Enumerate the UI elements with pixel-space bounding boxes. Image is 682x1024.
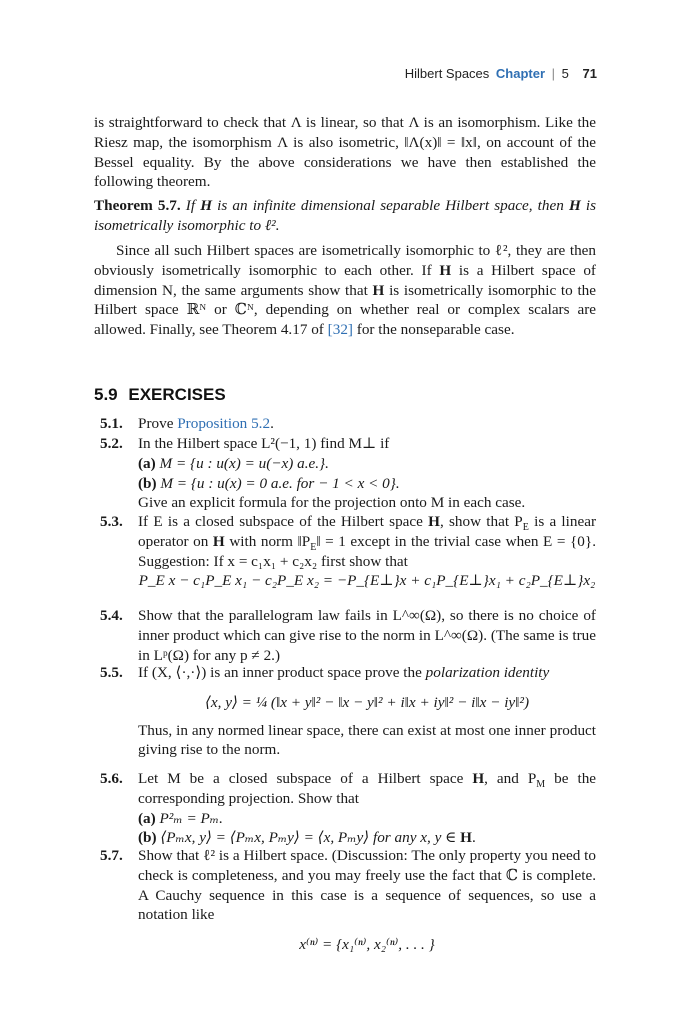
theorem-text (94, 196, 596, 236)
ex6-a: Let M be a closed subspace of a Hilbert space (138, 770, 464, 787)
ex6-b-bold: H (460, 829, 472, 847)
polarization-term: polarization identity (425, 664, 550, 681)
ex6-a-text: P²ₘ = Pₘ. (159, 809, 223, 827)
theorem-bold-h2: H (568, 197, 581, 214)
header-chapter-number: 5 (561, 66, 569, 81)
ex7-text: Show that ℓ² is a Hilbert space. (Discussion: The only property you need to check is completeness, and you may freely use the fact that ℂ is complete. A Cauchy sequence in this case is a sequence of sequences, so use a notation like (138, 847, 596, 924)
polarization-equation: ⟨x, y⟩ = ¼ (‖x + y‖² − ‖x − y‖² + i‖x + iy‖² − i‖x − iy‖²) (204, 693, 530, 711)
proposition-link[interactable]: Proposition 5.2 (177, 415, 271, 432)
theorem-part-b: is an infinite dimensional separable Hilbert space, then (217, 197, 564, 214)
exercise-number: 5.2. (100, 435, 123, 452)
exercise-number: 5.1. (100, 415, 123, 432)
ex2-closing: Give an explicit formula for the projection onto M in each case. (138, 494, 526, 512)
paragraph-discussion (94, 241, 596, 340)
exercise-5-4 (100, 606, 596, 665)
paragraph-intro-text: is straightforward to check that Λ is linear, so that Λ is an isomorphism. Like the Riesz map, the isomorphism Λ is also isometric, ‖Λ(x)‖ = ‖x‖, on account of the Bessel equality. By the above considerations we have then established the following theorem. (94, 114, 596, 191)
ex6-part-a (138, 809, 596, 829)
ex1-text-b: . (270, 415, 274, 432)
para2-d: for the nonseparable case. (356, 321, 515, 339)
para2-c: is isometrically isomorphic to the Hilbert space ℝᴺ or ℂᴺ, depending on whether real or complex scalars are allowed. Finally, see Theorem 4.17 of (94, 281, 597, 339)
ex3-bold-h2: H (212, 532, 225, 550)
paragraph-discussion-text (94, 241, 596, 340)
section-title: EXERCISES (128, 385, 226, 404)
theorem-bold-h1: H (200, 197, 213, 214)
ex2-b-text: M = {u : u(x) = 0 a.e. for − 1 < x < 0}. (160, 474, 400, 492)
part-label: (a) (138, 454, 156, 472)
ex3-display-equation: P_E x − c₁P_E x₁ − c₂P_E x₂ = −P_{E⊥}x + c₁P_{E⊥}x₁ + c₂P_{E⊥}x₂ (138, 572, 596, 590)
ex4-text: Show that the parallelogram law fails in L^∞(Ω), so there is no choice of inner product which can give rise to the norm in L^∞(Ω). (The same is true in Lᵖ(Ω) for any p ≠ 2.) (138, 607, 596, 664)
para2-a: Since all such Hilbert spaces are isometrically isomorphic to ℓ², they are then obviously isometrically isomorphic to each other. If (94, 242, 596, 279)
para2-b: is a Hilbert space of dimension N, the same arguments show that (94, 261, 596, 299)
ex3-sub1: E (522, 522, 529, 534)
ex7-display-equation: x⁽ⁿ⁾ = {x₁⁽ⁿ⁾, x₂⁽ⁿ⁾, . . . } (299, 936, 435, 954)
paragraph-intro (94, 113, 596, 192)
part-label: (b) (138, 474, 157, 492)
ex5-after: Thus, in any normed linear space, there can exist at most one inner product giving rise to the norm. (138, 721, 596, 759)
header-separator: | (551, 66, 556, 81)
part-label: (b) (138, 829, 157, 847)
ex2-part-a (138, 454, 596, 474)
ex6-bold-h: H (472, 770, 485, 787)
ex3-body (138, 512, 596, 571)
exercise-5-6 (100, 769, 596, 848)
section-number: 5.9 (94, 385, 118, 404)
ex3-sub2: E (310, 541, 317, 553)
ex6-b-end: . (471, 829, 476, 847)
exercise-5-7 (100, 846, 596, 955)
section-heading (94, 385, 226, 405)
ex6-b: , and P (484, 770, 537, 787)
theorem-part-c: is isometrically isomorphic to ℓ². (94, 197, 597, 234)
ex1-text-a: Prove (138, 415, 174, 432)
ex3-a: If E is a closed subspace of the Hilbert space (138, 513, 423, 530)
page-number: 71 (582, 66, 597, 81)
ex5-intro (138, 663, 596, 683)
exercise-number: 5.6. (100, 770, 123, 787)
ex6-body (138, 769, 596, 809)
exercise-5-1 (100, 414, 596, 434)
exercise-5-5 (100, 663, 596, 760)
header-chapter: Chapter (495, 66, 546, 81)
theorem-part-a: If (185, 197, 196, 214)
theorem-block (94, 196, 596, 236)
ex3-d: with norm ‖P (229, 532, 311, 550)
ex2-intro: In the Hilbert space L²(−1, 1) find M⊥ if (138, 435, 390, 452)
ex6-b-text: ⟨Pₘx, y⟩ = ⟨Pₘx, Pₘy⟩ = ⟨x, Pₘy⟩ for any x, y ∈ (160, 829, 457, 847)
ex3-bold-h1: H (428, 513, 440, 530)
ex3-b: , show that P (439, 513, 523, 530)
ex3-e: ‖ = 1 except in the trivial case when E = {0}. Suggestion: If x = c₁x₁ + c₂x₂ first show that (138, 532, 596, 570)
ex2-part-b (138, 474, 596, 494)
theorem-label: Theorem 5.7. (94, 197, 181, 214)
part-label: (a) (138, 809, 156, 827)
ex3-c: is a linear operator on (138, 513, 596, 550)
ex6-sub: M (536, 779, 546, 791)
ex5-a: If (X, ⟨·,·⟩) is an inner product space prove the (138, 664, 422, 681)
running-header (0, 66, 597, 81)
exercise-5-3 (100, 512, 596, 591)
citation-link[interactable]: [32] (327, 321, 353, 339)
exercise-number: 5.3. (100, 513, 123, 530)
ex6-c: be the corresponding projection. Show that (138, 770, 597, 807)
exercise-number: 5.7. (100, 847, 123, 864)
ex2-a-text: M = {u : u(x) = u(−x) a.e.}. (159, 454, 329, 472)
exercise-number: 5.4. (100, 607, 123, 624)
exercise-number: 5.5. (100, 664, 123, 681)
header-title: Hilbert Spaces (404, 66, 490, 81)
para2-bold2: H (372, 281, 385, 299)
para2-bold1: H (439, 261, 452, 279)
exercise-5-2 (100, 434, 596, 513)
